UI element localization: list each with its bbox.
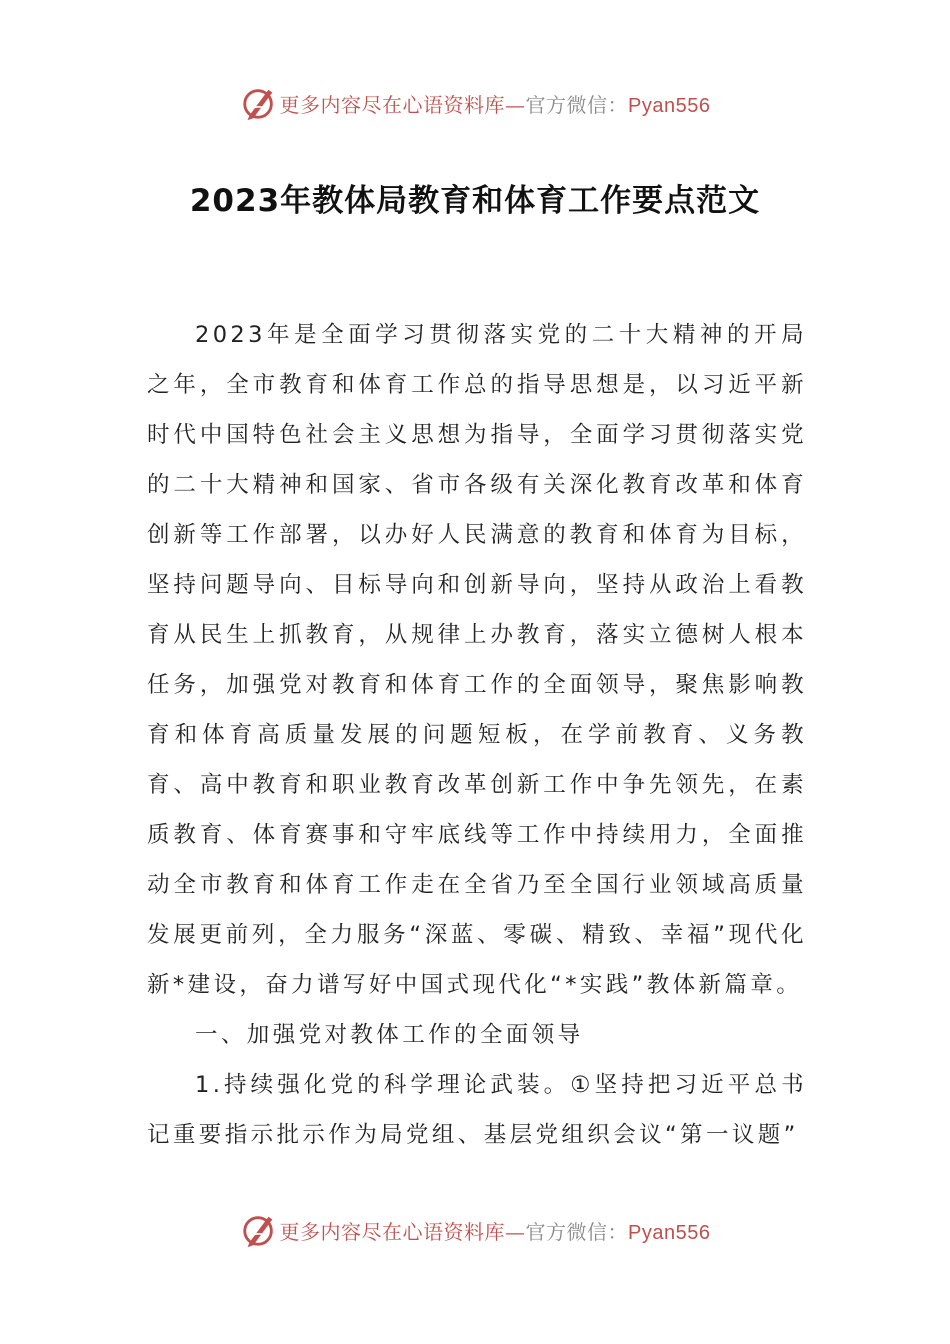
banner-slogan: 更多内容尽在心语资料库—	[279, 92, 526, 117]
document-title: 2023年教体局教育和体育工作要点范文	[189, 183, 761, 219]
pen-circle-logo-icon	[240, 1211, 278, 1249]
document-body	[147, 310, 807, 1160]
banner-wechat-id: Pyan556	[628, 1221, 711, 1244]
banner-wechat-id: Pyan556	[628, 94, 711, 117]
banner-wechat-label: 官方微信：	[525, 1219, 629, 1244]
footer-banner	[0, 1207, 950, 1253]
pen-circle-logo-icon	[240, 84, 278, 122]
banner-text	[280, 1216, 711, 1245]
section-heading-1: 一、加强党对教体工作的全面领导	[195, 1022, 584, 1048]
body-paragraph-intro: 2023年是全面学习贯彻落实党的二十大精神的开局之年，全市教育和体育工作总的指导思想是，以习近平新时代中国特色社会主义思想为指导，全面学习贯彻落实党的二十大精神和国家、省市各级有关深化教育改革和体育创新等工作部署，以办好人民满意的教育和体育为目标，坚持问题导向、目标导向和创新导向，坚持从政治上看教育从民生上抓教育，从规律上办教育，落实立德树人根本任务，加强党对教育和体育工作的全面领导，聚焦影响教育和体育高质量发展的问题短板，在学前教育、义务教育、高中教育和职业教育改革创新工作中争先领先，在素质教育、体育赛事和守牢底线等工作中持续用力，全面推动全市教育和体育工作走在全省乃至全国行业领域高质量发展更前列，全力服务“深蓝、零碳、精致、幸福”现代化新*建设，奋力谱写好中国式现代化“*实践”教体新篇章。	[147, 322, 807, 998]
banner-text	[280, 89, 711, 118]
banner-wechat-label: 官方微信：	[525, 92, 629, 117]
banner-slogan: 更多内容尽在心语资料库—	[279, 1219, 526, 1244]
body-paragraph-item-1: 1.持续强化党的科学理论武装。①坚持把习近平总书记重要指示批示作为局党组、基层党组织会议“第一议题”	[147, 1072, 807, 1148]
header-banner	[0, 80, 950, 126]
